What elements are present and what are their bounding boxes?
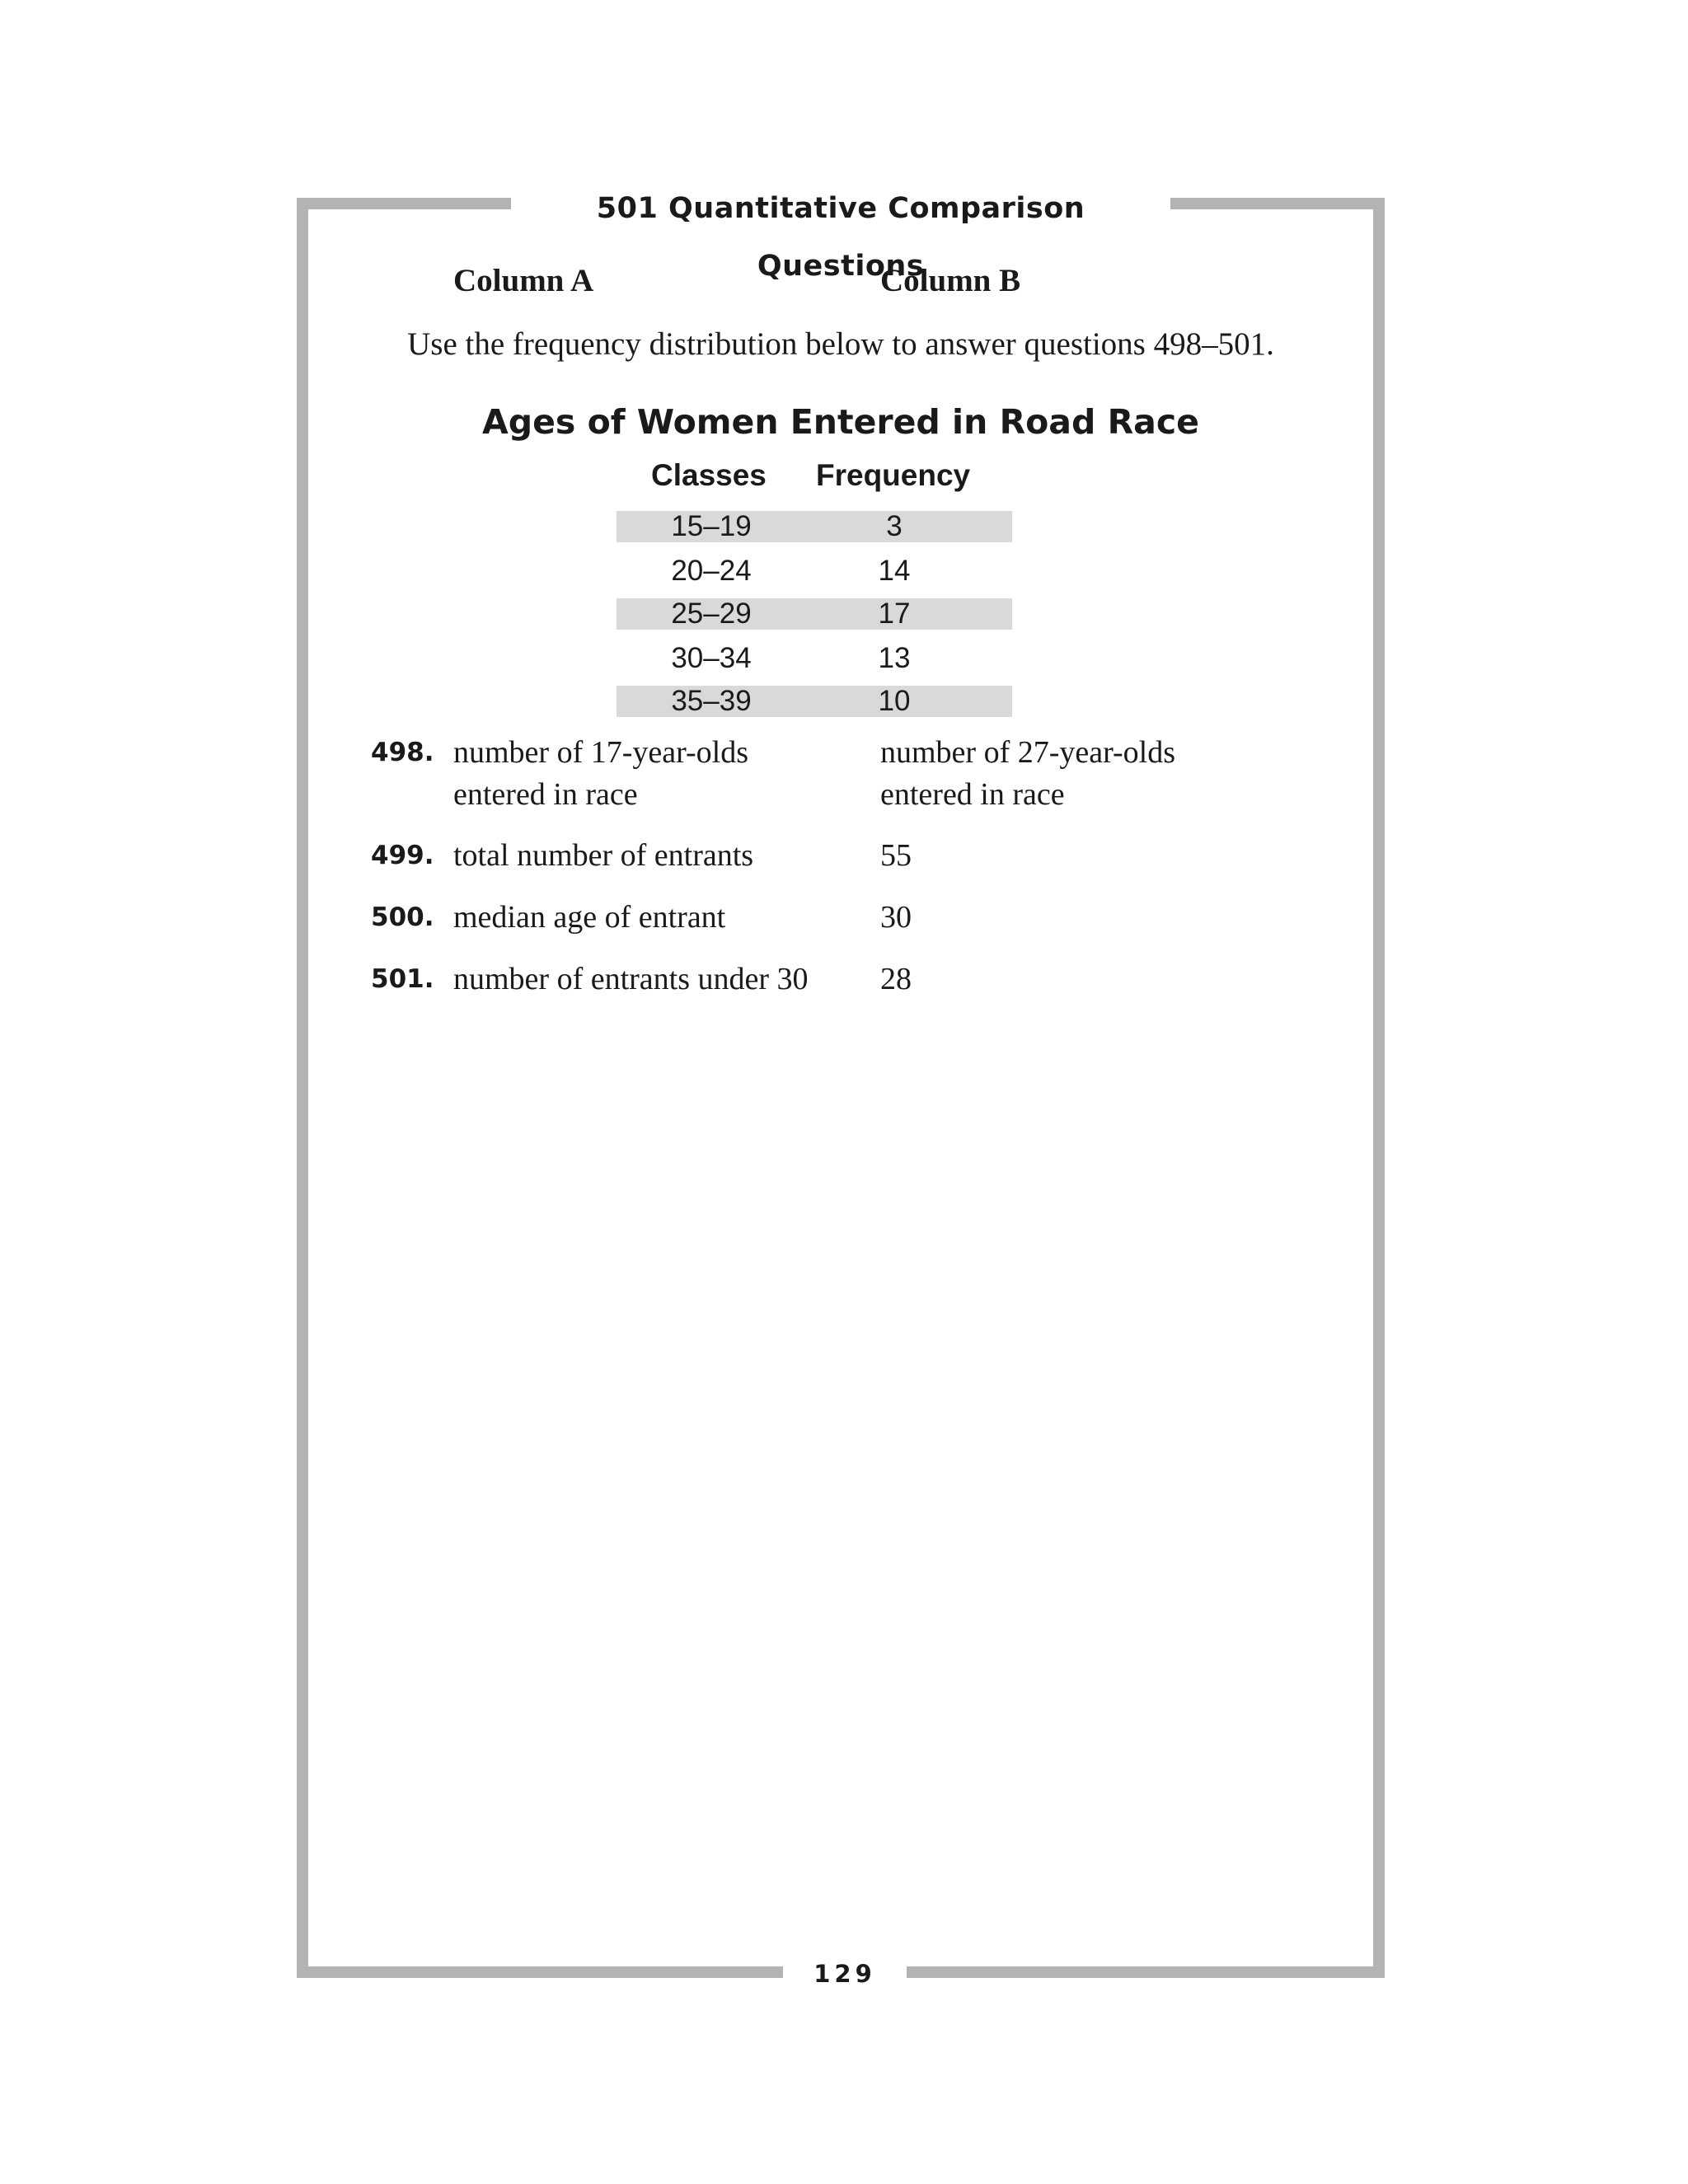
table-row: [617, 636, 1012, 680]
frequency-cell: 10: [878, 685, 911, 717]
table-row: [617, 686, 1012, 717]
column-b-heading: Column B: [880, 263, 1021, 298]
column-a-value: [453, 732, 865, 816]
column-a-heading: Column A: [453, 263, 594, 298]
classes-cell: 35–39: [671, 685, 752, 717]
column-a-value: median age of entrant: [453, 900, 726, 935]
table-row: [617, 598, 1012, 630]
running-header: 501 Quantitative Comparison Questions: [511, 180, 1170, 237]
instructions-text: Use the frequency distribution below to answer questions 498–501.: [407, 326, 1274, 362]
table-title: Ages of Women Entered in Road Race: [482, 402, 1199, 442]
column-b-value: 30: [880, 900, 912, 935]
column-b-value: [880, 732, 1292, 816]
frequency-cell: 3: [886, 510, 903, 542]
classes-cell: 25–29: [671, 598, 752, 630]
classes-cell: 30–34: [671, 641, 752, 674]
column-a-value: number of entrants under 30: [453, 962, 809, 996]
question-number: 499.: [371, 841, 434, 870]
frequency-cell: 17: [878, 598, 911, 630]
table-row: [617, 549, 1012, 593]
page-number: 129: [783, 1949, 907, 1999]
classes-column-header: Classes: [651, 458, 767, 492]
frequency-cell: 14: [878, 554, 911, 587]
classes-cell: 15–19: [671, 510, 752, 542]
column-b-value: 28: [880, 962, 912, 996]
column-b-value: 55: [880, 838, 912, 873]
frequency-column-header: Frequency: [816, 458, 971, 492]
column-a-line: entered in race: [453, 777, 638, 812]
question-number: 500.: [371, 902, 434, 932]
column-b-line: number of 27-year-olds: [880, 735, 1176, 770]
frequency-table: [617, 505, 1012, 724]
classes-cell: 20–24: [671, 554, 752, 587]
question-number: 498.: [371, 738, 434, 767]
column-a-line: number of 17-year-olds: [453, 735, 749, 770]
question-number: 501.: [371, 964, 434, 994]
table-row: [617, 511, 1012, 542]
frequency-cell: 13: [878, 641, 911, 674]
column-a-value: total number of entrants: [453, 838, 754, 873]
column-b-line: entered in race: [880, 777, 1065, 812]
